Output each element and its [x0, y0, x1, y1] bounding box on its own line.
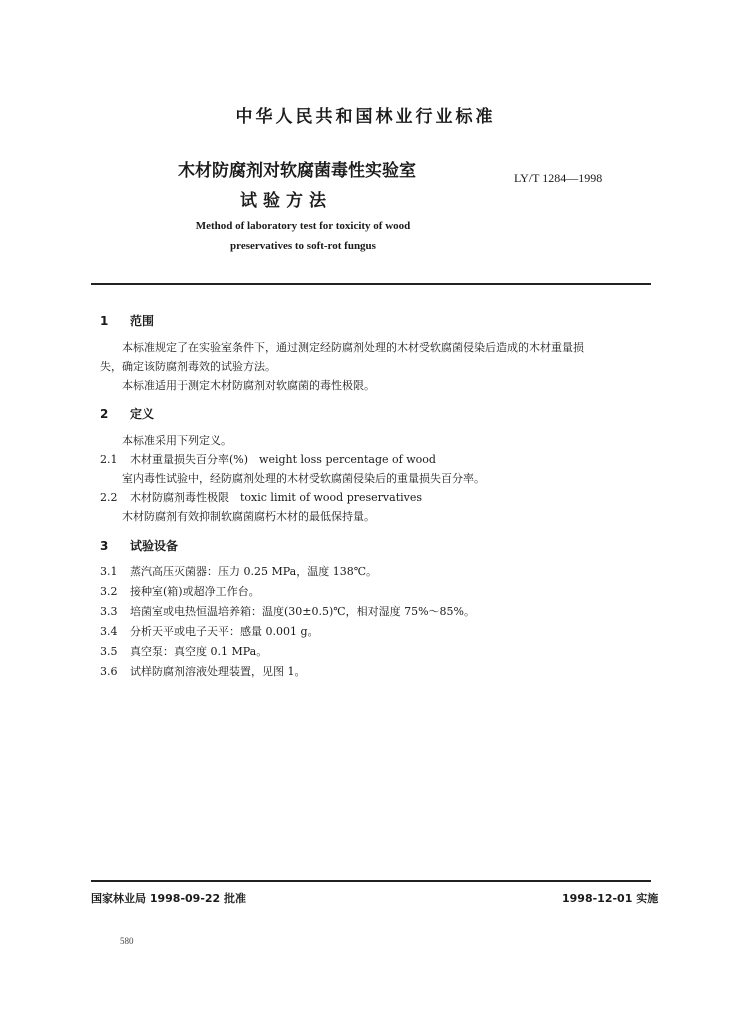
- section-1-heading: [100, 312, 154, 329]
- implementation-date: 1998-12-01 实施: [562, 892, 659, 905]
- section-title: 定义: [130, 407, 155, 421]
- section-number: 3: [100, 539, 109, 553]
- standard-title: 中华人民共和国林业行业标准: [235, 107, 496, 127]
- header-divider: [91, 283, 651, 285]
- section-1-paragraph-line2: 失，确定该防腐剂毒效的试验方法。: [100, 360, 276, 373]
- english-title-line1: Method of laboratory test for toxicity of wood: [195, 220, 411, 232]
- definition-term: 木材重量损失百分率(%) weight loss percentage of wood: [130, 453, 436, 466]
- section-2-intro: 本标准采用下列定义。: [122, 434, 232, 447]
- section-number: 1: [100, 314, 109, 328]
- definition-2-1-text: 室内毒性试验中，经防腐剂处理的木材受软腐菌侵染后的重量损失百分率。: [122, 472, 485, 485]
- item-number: 3.4: [100, 625, 118, 638]
- approval-date: 国家林业局 1998-09-22 批准: [91, 892, 247, 905]
- equipment-item: [100, 623, 319, 639]
- section-1-paragraph-line1: 本标准规定了在实验室条件下，通过测定经防腐剂处理的木材受软腐菌侵染后造成的木材重量损: [122, 341, 584, 354]
- item-number: 3.6: [100, 665, 118, 678]
- item-text: 接种室(箱)或超净工作台。: [130, 585, 260, 598]
- item-number: 3.3: [100, 605, 118, 618]
- item-text: 真空泵：真空度 0.1 MPa。: [130, 645, 268, 658]
- item-text: 培菌室或电热恒温培养箱：温度(30±0.5)℃，相对湿度 75%～85%。: [130, 605, 475, 618]
- section-3-heading: [100, 537, 178, 554]
- equipment-item: [100, 583, 260, 599]
- item-number: 3.1: [100, 565, 118, 578]
- footer-divider: [91, 880, 651, 882]
- equipment-item: [100, 603, 475, 619]
- section-title: 试验设备: [130, 539, 179, 553]
- item-text: 试样防腐剂溶液处理装置，见图 1。: [130, 665, 306, 678]
- equipment-item: [100, 643, 267, 659]
- definition-number: 2.2: [100, 491, 118, 504]
- item-text: 蒸汽高压灭菌器：压力 0.25 MPa，温度 138℃。: [130, 565, 378, 578]
- section-1-scope: 本标准适用于测定木材防腐剂对软腐菌的毒性极限。: [122, 379, 375, 392]
- section-number: 2: [100, 407, 109, 421]
- definition-2-2-text: 木材防腐剂有效抑制软腐菌腐朽木材的最低保持量。: [122, 510, 375, 523]
- definition-2-2: [100, 489, 422, 505]
- definition-number: 2.1: [100, 453, 118, 466]
- equipment-item: [100, 663, 306, 679]
- document-title-line1: 木材防腐剂对软腐菌毒性实验室: [178, 161, 416, 181]
- english-title-line2: preservatives to soft-rot fungus: [230, 240, 376, 252]
- page-number: 580: [120, 936, 134, 946]
- document-title-line2: 试验方法: [240, 191, 332, 211]
- item-text: 分析天平或电子天平：感量 0.001 g。: [130, 625, 319, 638]
- equipment-item: [100, 563, 377, 579]
- section-title: 范围: [130, 314, 155, 328]
- item-number: 3.5: [100, 645, 118, 658]
- item-number: 3.2: [100, 585, 118, 598]
- standard-code: LY/T 1284—1998: [514, 171, 603, 185]
- definition-term: 木材防腐剂毒性极限 toxic limit of wood preservatives: [130, 491, 423, 504]
- definition-2-1: [100, 451, 436, 467]
- section-2-heading: [100, 405, 154, 422]
